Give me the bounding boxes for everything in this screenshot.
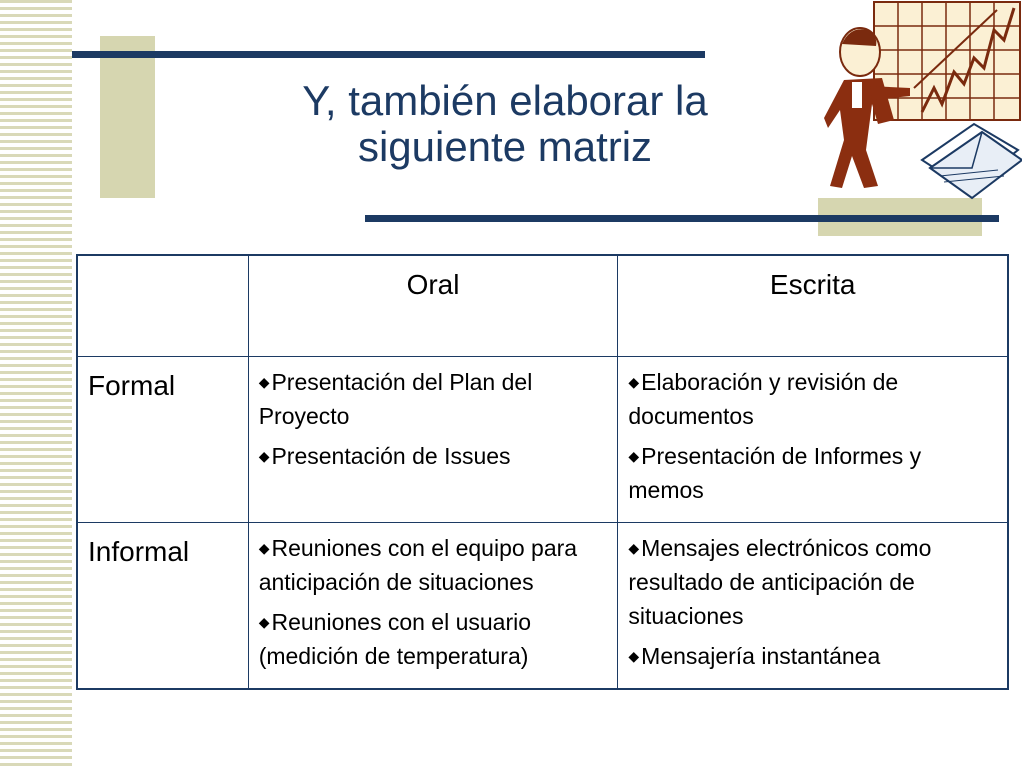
list-item: ◆Presentación del Plan del Proyecto xyxy=(258,369,533,429)
row-label-formal: Formal xyxy=(77,357,248,523)
decor-block-left xyxy=(100,36,155,198)
table-row-formal xyxy=(77,357,1008,523)
diamond-bullet-icon: ◆ xyxy=(628,539,640,556)
list-item: ◆Mensajes electrónicos como resultado de anticipación de situaciones xyxy=(628,534,932,629)
list-item: ◆Mensajería instantánea xyxy=(628,642,881,669)
header-cell-escrita: Escrita xyxy=(618,255,1008,357)
slide-title-line-2: siguiente matriz xyxy=(357,123,653,170)
presenter-chart-clipart-icon xyxy=(822,0,1022,205)
list-item: ◆Reuniones con el usuario (medición de temperatura) xyxy=(258,608,532,669)
header-cell-empty xyxy=(77,255,248,357)
table-header-row xyxy=(77,255,1008,357)
diamond-bullet-icon: ◆ xyxy=(258,539,270,556)
list-item: ◆Reuniones con el equipo para anticipación de situaciones xyxy=(258,534,578,595)
diamond-bullet-icon: ◆ xyxy=(258,374,270,390)
diamond-bullet-icon: ◆ xyxy=(628,448,640,464)
table-row-informal xyxy=(77,522,1008,689)
cell-formal-escrita xyxy=(618,357,1008,523)
left-striped-margin xyxy=(0,0,72,768)
list-item: ◆Presentación de Informes y memos xyxy=(628,443,922,503)
diamond-bullet-icon: ◆ xyxy=(628,647,640,664)
list-item: ◆Elaboración y revisión de documentos xyxy=(628,369,899,429)
header-cell-oral: Oral xyxy=(248,255,618,357)
communication-matrix-table xyxy=(76,254,1009,690)
title-rule-bottom xyxy=(365,215,999,222)
cell-informal-oral xyxy=(248,522,618,689)
diamond-bullet-icon: ◆ xyxy=(258,613,270,630)
slide-title xyxy=(205,78,805,170)
diamond-bullet-icon: ◆ xyxy=(258,448,270,464)
diamond-bullet-icon: ◆ xyxy=(628,374,640,390)
cell-formal-oral xyxy=(248,357,618,523)
slide-title-line-1: Y, también elaborar la xyxy=(302,77,708,124)
row-label-informal: Informal xyxy=(77,522,248,689)
list-item: ◆Presentación de Issues xyxy=(258,443,511,469)
cell-informal-escrita xyxy=(618,522,1008,689)
title-rule-top xyxy=(72,51,705,58)
